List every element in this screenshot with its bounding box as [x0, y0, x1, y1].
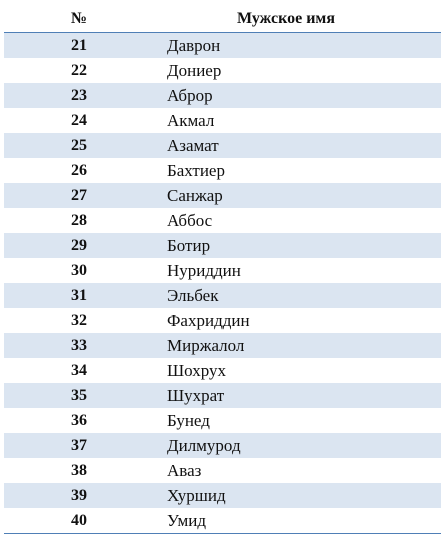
table-row — [4, 308, 441, 333]
table-row — [4, 383, 441, 408]
table-row — [4, 133, 441, 158]
row-name: Фахриддин — [167, 310, 250, 330]
row-name: Аваз — [167, 460, 202, 480]
row-name: Ботир — [167, 235, 211, 255]
row-number: 23 — [71, 86, 87, 104]
table-row — [4, 183, 441, 208]
row-number: 33 — [71, 336, 87, 354]
row-name: Шухрат — [167, 385, 225, 405]
row-name: Нуриддин — [167, 260, 241, 280]
row-number: 22 — [71, 61, 87, 79]
row-number: 28 — [71, 211, 87, 229]
row-name: Шохрух — [167, 360, 227, 380]
table-row — [4, 258, 441, 283]
row-name: Умид — [167, 510, 207, 530]
row-name: Бунед — [167, 410, 210, 430]
table-row — [4, 83, 441, 108]
row-number: 39 — [71, 486, 87, 504]
row-name: Дилмурод — [167, 435, 241, 455]
row-name: Хуршид — [167, 485, 226, 505]
table-header — [4, 5, 441, 33]
row-number: 34 — [71, 361, 87, 379]
row-number: 32 — [71, 311, 87, 329]
table-row — [4, 233, 441, 258]
table-body — [4, 33, 441, 533]
row-number: 24 — [71, 111, 87, 129]
table-row — [4, 508, 441, 533]
row-number: 29 — [71, 236, 87, 254]
row-number: 21 — [71, 36, 87, 54]
table-row — [4, 208, 441, 233]
row-number: 37 — [71, 436, 87, 454]
row-name: Даврон — [167, 35, 221, 55]
row-name: Азамат — [167, 135, 219, 155]
row-number: 25 — [71, 136, 87, 154]
header-number: № — [70, 9, 88, 27]
row-name: Аброр — [167, 85, 213, 105]
table-row — [4, 58, 441, 83]
row-name: Аббос — [167, 210, 213, 230]
table-row — [4, 433, 441, 458]
row-name: Бахтиер — [167, 160, 225, 180]
row-number: 30 — [71, 261, 87, 279]
table-row — [4, 283, 441, 308]
table-row — [4, 333, 441, 358]
table-row — [4, 458, 441, 483]
row-name: Акмал — [167, 110, 215, 130]
header-male-name: Мужское имя — [237, 9, 335, 27]
row-number: 40 — [71, 511, 87, 529]
row-name: Эльбек — [167, 285, 219, 305]
table-row — [4, 158, 441, 183]
row-name: Миржалол — [167, 335, 245, 355]
bottom-rule — [4, 533, 441, 534]
row-number: 26 — [71, 161, 87, 179]
table-row — [4, 408, 441, 433]
table-row — [4, 358, 441, 383]
row-number: 35 — [71, 386, 87, 404]
names-table — [4, 5, 441, 534]
row-number: 27 — [71, 186, 87, 204]
row-number: 36 — [71, 411, 87, 429]
row-name: Санжар — [167, 185, 223, 205]
table-row — [4, 33, 441, 58]
table-row — [4, 483, 441, 508]
table-row — [4, 108, 441, 133]
row-number: 38 — [71, 461, 87, 479]
row-number: 31 — [71, 286, 87, 304]
row-name: Дониер — [167, 60, 222, 80]
